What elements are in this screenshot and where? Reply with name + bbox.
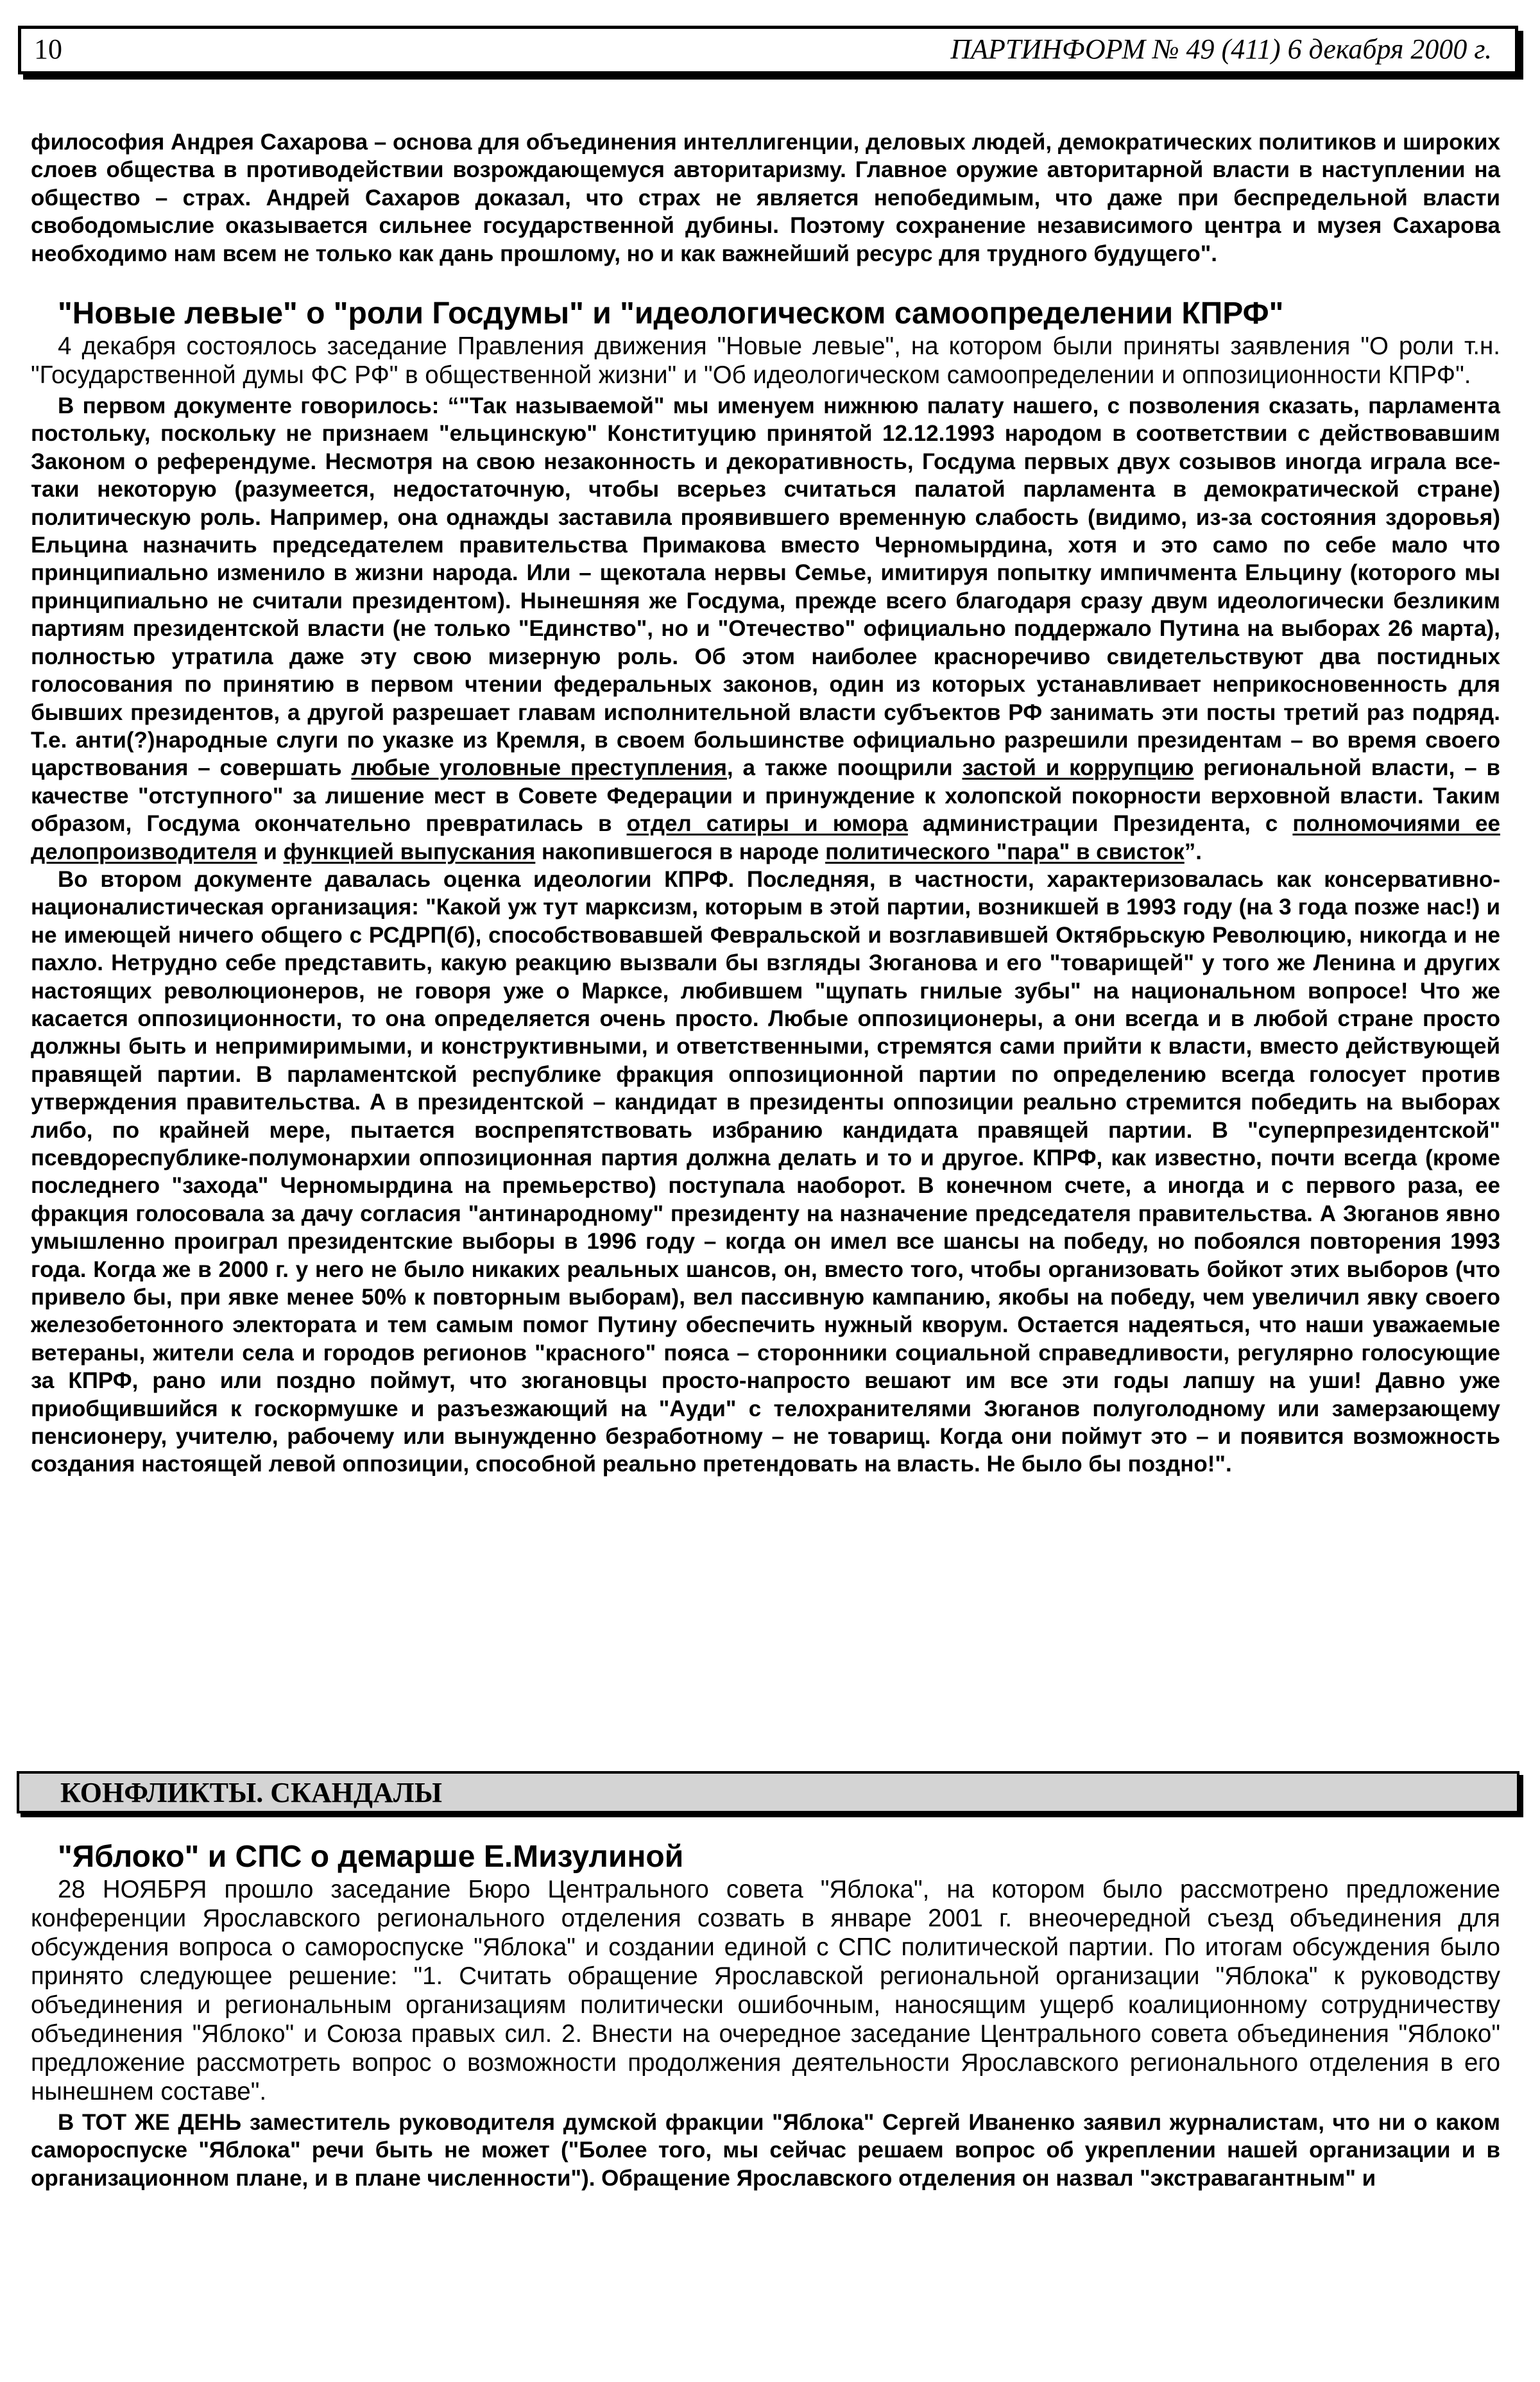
article-block-1 [31,128,1500,1478]
text-run: администрации Президента, с [907,811,1293,837]
article1-paragraph-2: Во втором документе давалась оценка идеологии КПРФ. Последняя, в частности, характеризовалась как консервативно-националистическая организация: "Какой уж тут марксизм, которым в этой партии, возникшей в 1993 году (на 3 года позже нас!) и не имеющей ничего общего с РСДРП(б), способствовавшей Февральской и возглавившей Октябрьскую Революцию, никогда и не пахло. Нетрудно себе представить, какую реакцию вызвали бы взгляды Зюганова и его "товарищей" у того же Ленина и других настоящих революционеров, не говоря уже о Марксе, любившем "щупать гнилые зубы" на национальном вопросе! Что же касается оппозиционности, то она определяется очень просто. Любые оппозиционеры, а они всегда и в любой стране просто должны быть и непримиримыми, и конструктивными, и ответственными, стремятся сами прийти к власти, вместо действующей правящей партии. В парламентской республике фракция оппозиционной партии по определению всегда голосует против утверждения правительства. А в президентской – кандидат в президенты оппозиции реально стремится победить на выборах либо, по крайней мере, пытается воспрепятствовать избранию кандидата правящей партии. В "суперпрезидентской" псевдореспублике-полумонархии оппозиционная партия должна делать и то и другое. КПРФ, как известно, почти всегда (кроме последнего "захода" Черномырдина на премьерство) поступала наоборот. В конечном счете, а иногда и с первого раза, ее фракция голосовала за дачу согласия "антинародному" президенту на назначение председателя правительства. А Зюганов явно умышленно проиграл президентские выборы в 1996 году – когда он имел все шансы на победу, но побоялся повторения 1993 года. Когда же в 2000 г. у него не было никаких реальных шансов, он, вместо того, чтобы организовать бойкот этих выборов (что привело бы, при явке менее 50% к повторным выборам), вел пассивную кампанию, якобы на победу, чем увеличил явку своего железобетонного электората и тем самым помог Путину обеспечить нужный кворум. Остается надеяться, что наши уважаемые ветераны, жители села и городов регионов "красного" пояса – сторонники социальной справедливости, регулярно голосующие за КПРФ, рано или поздно поймут, что зюгановцы просто-напросто вешают им все эти годы лапшу на уши! Давно уже приобщившийся к госкормушке и разъезжающий на "Ауди" с телохранителями Зюганов полуголодному или замерзающему пенсионеру, учителю, рабочему или вынужденно безработному – не товарищ. Когда они поймут это – и появится возможность создания настоящей левой оппозиции, способной реально претендовать на власть. Не было бы поздно!". [31,866,1500,1477]
article1-paragraph-1 [31,392,1500,866]
text-run: накопившегося в народе [535,839,826,864]
publication-title: ПАРТИНФОРМ № 49 (411) 6 декабря 2000 г. [950,33,1492,65]
section-header [17,1771,1519,1813]
underlined-phrase: полномочиями ее делопроизводителя [31,811,1500,864]
article2-lead: 28 НОЯБРЯ прошло заседание Бюро Центрального совета "Яблока", на котором было рассмотрено предложение конференции Ярославского регионального отделения созвать в январе 2001 г. внеочередной съезд объединения для обсуждения вопроса о самороспуске "Яблока" и создании единой с СПС политической партии. По итогам обсуждения было принято следующее решение: "1. Считать обращение Ярославской региональной организации "Яблока" к руководству объединения и региональным организациям политически ошибочным, наносящим ущерб коалиционному сотрудничеству объединения "Яблоко" и Союза правых сил. 2. Внести на очередное заседание Центрального совета объединения "Яблоко" предложение рассмотреть вопрос о возможности продолжения деятельности Ярославского регионального отделения в его нынешнем составе". [31,1876,1500,2105]
page-header [18,26,1518,74]
underlined-phrase: политического "пара" в свисток [825,839,1185,864]
article1-title: "Новые левые" о "роли Госдумы" и "идеологическом самоопределении КПРФ" [58,296,1284,331]
underlined-phrase: функцией выпускания [283,839,536,864]
article-block-2 [31,1839,1500,2192]
underlined-phrase: застой и коррупцию [962,755,1194,781]
text-run: ”. [1184,839,1202,864]
text-run: и [257,839,284,864]
article1-lead: 4 декабря состоялось заседание Правления движения "Новые левые", на котором были приняты заявления "О роли т.н. "Государственной думы ФС РФ" в общественной жизни" и "Об идеологическом самоопределении и оппозиционности КПРФ". [31,332,1500,390]
underlined-phrase: любые уголовные преступления [351,755,727,781]
text-run: региональной власти, – в качестве "отступного" за лишение мест в Совете Федерации и принуждение к холопской покорности верховной власти. Таким образом, Госдума окончательно превратилась в [31,755,1500,837]
underlined-phrase: отдел сатиры и юмора [626,811,908,837]
intro-paragraph: философия Андрея Сахарова – основа для объединения интеллигенции, деловых людей, демократических политиков и широких слоев общества в противодействии возрождающемуся авторитаризму. Главное оружие авторитарной власти в наступлении на общество – страх. Андрей Сахаров доказал, что страх не является непобедимым, что даже при беспредельной власти свободомыслие оказывается сильнее государственной дубины. Поэтому сохранение независимого центра и музея Сахарова необходимо нам всем не только как дань прошлому, но и как важнейший ресурс для трудного будущего". [31,130,1500,266]
text-run: , а также поощрили [726,755,963,781]
article2-title: "Яблоко" и СПС о демарше Е.Мизулиной [58,1840,684,1874]
page-number: 10 [34,33,62,65]
article2-paragraph-1: В ТОТ ЖЕ ДЕНЬ заместитель руководителя думской фракции "Яблока" Сергей Иваненко заявил журналистам, что ни о каком самороспуске "Яблока" речи быть не может ("Более того, мы сейчас решаем вопрос об укреплении нашей организации и в организационном плане, и в плане численности"). Обращение Ярославского отделения он назвал "экстравагантным" и [31,2110,1500,2191]
text-run: В первом документе говорилось: “"Так называемой" мы именуем нижнюю палату нашего, с позволения сказать, парламента постольку, поскольку не признаем "ельцинскую" Конституцию принятой 12.12.1993 народом в соответствии с действовавшим Законом о референдуме. Несмотря на свою незаконность и декоративность, Госдума первых двух созывов иногда играла все-таки некоторую (разумеется, недостаточную, чтобы всерьез считаться палатой парламента в демократической стране) политическую роль. Например, она однажды заставила проявившего временную слабость (видимо, из-за состояния здоровья) Ельцина назначить председателем правительства Примакова вместо Черномырдина, хотя и это само по себе мало что принципиально изменило в жизни народа. Или – щекотала нервы Семье, имитируя попытку импичмента Ельцину (которого мы принципиально не считали президентом). Нынешняя же Госдума, прежде всего благодаря сразу двум идеологически безликим партиям президентской власти (не только "Единство", но и "Отечество" официально поддержало Путина на выборах 26 марта), полностью утратила даже эту свою мизерную роль. Об этом наиболее красноречиво свидетельствуют два постидных голосования по принятию в первом чтении федеральных законов, один из которых устанавливает неприкосновенность для бывших президентов, а другой разрешает главам исполнительной власти субъектов РФ занимать эти посты третий раз подряд. Т.е. анти(?)народные слуги по указке из Кремля, в своем большинстве официально разрешили президентам – во время своего царствования – совершать [31,393,1500,781]
section-title: КОНФЛИКТЫ. СКАНДАЛЫ [60,1777,442,1808]
